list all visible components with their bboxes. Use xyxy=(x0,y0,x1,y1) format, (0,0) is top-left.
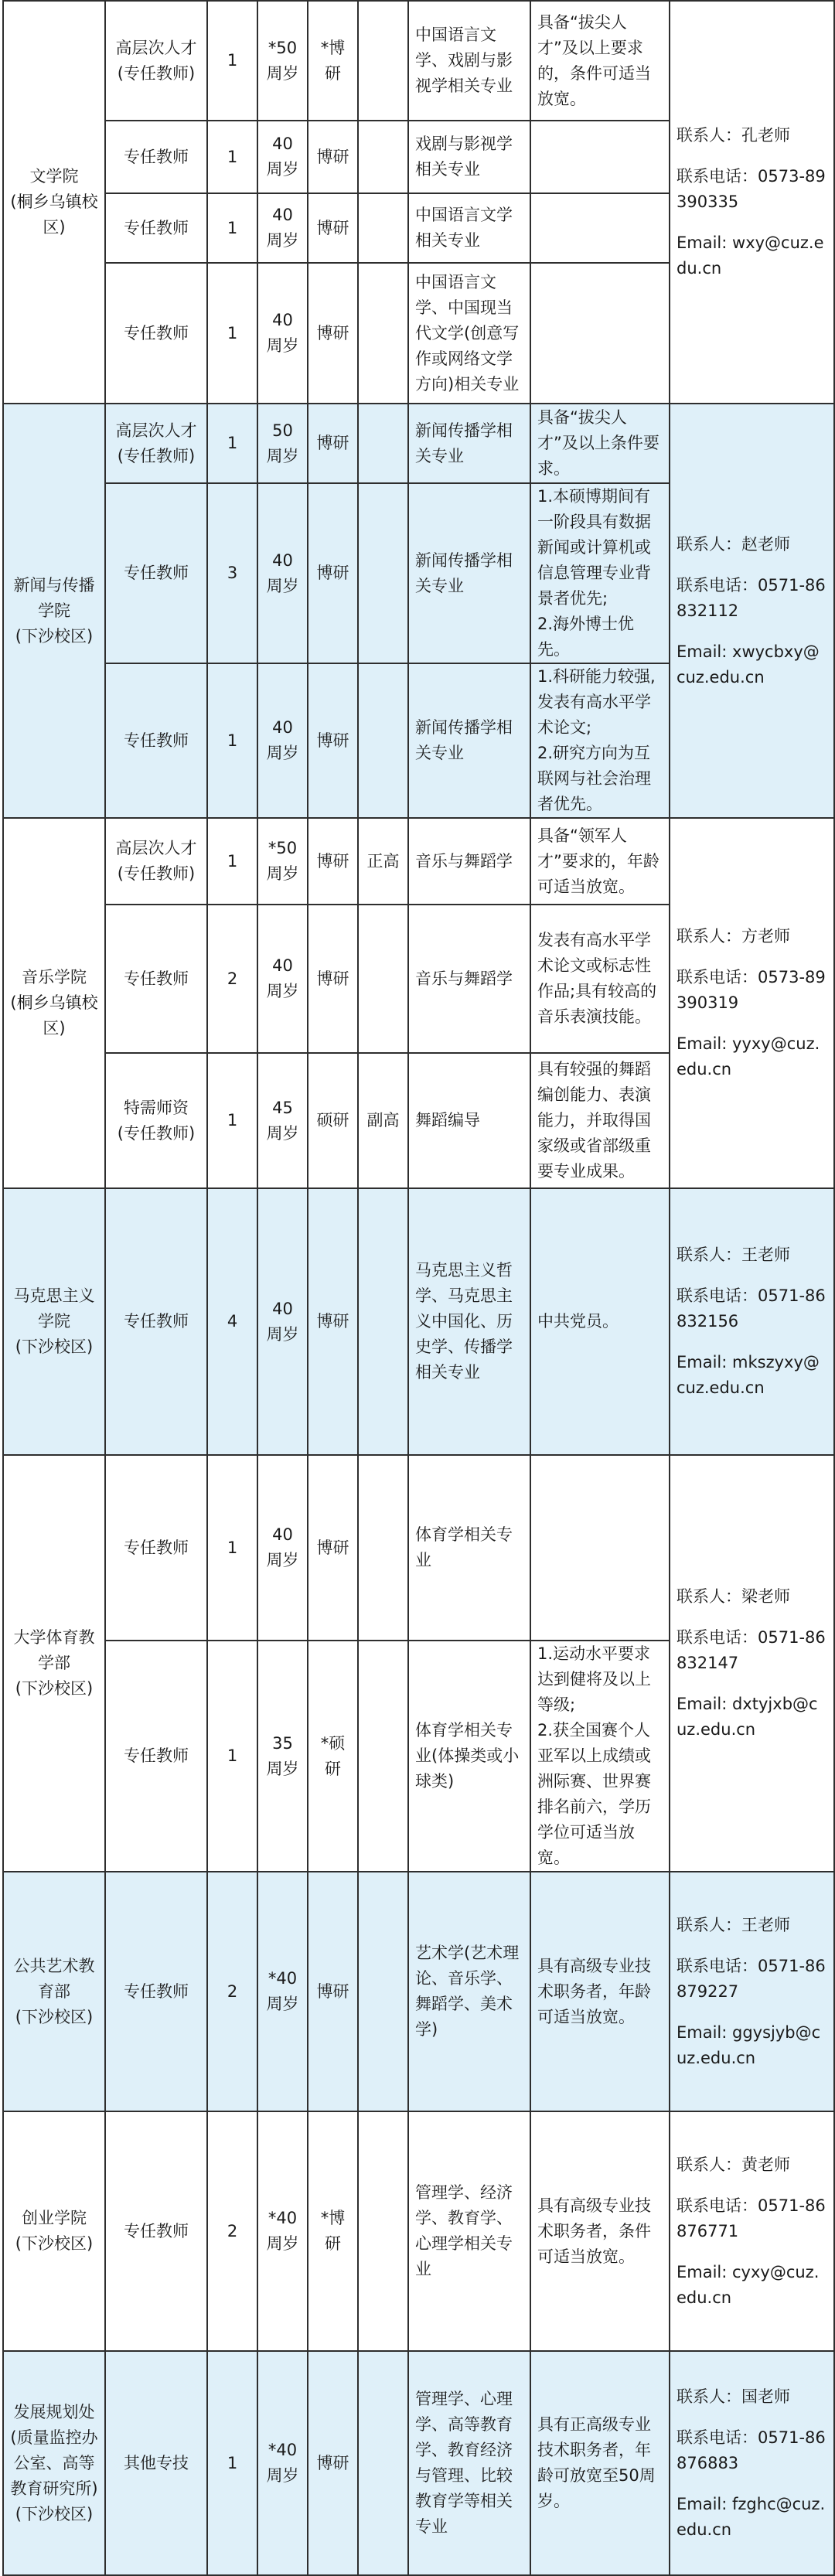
requirement-cell: 具备“领军人才”要求的，年龄可适当放宽。 xyxy=(530,818,670,905)
contact-email[interactable]: Email: xwycbxy@cuz.edu.cn xyxy=(677,642,820,687)
contact-phone: 联系电话：0571-86876883 xyxy=(677,2428,826,2472)
contact-phone: 联系电话：0571-86879227 xyxy=(677,1956,826,2001)
major-cell: 戏剧与影视学相关专业 xyxy=(408,121,530,193)
table-row xyxy=(3,2351,834,2575)
degree-cell: 博研 xyxy=(308,263,358,404)
requirement-cell xyxy=(530,193,670,263)
contact-person: 联系人：王老师 xyxy=(677,1915,790,1934)
contact-email[interactable]: Email: dxtyjxb@cuz.edu.cn xyxy=(677,1695,818,1739)
position-cell: 专任教师 xyxy=(105,2111,207,2351)
contact-cell xyxy=(670,1455,834,1872)
major-cell: 管理学、经济学、教育学、心理学相关专业 xyxy=(408,2111,530,2351)
position-cell: 专任教师 xyxy=(105,483,207,663)
title-cell: 正高 xyxy=(358,818,408,905)
position-cell: 专任教师 xyxy=(105,905,207,1053)
count-cell: 1 xyxy=(207,818,257,905)
department-group xyxy=(3,818,834,1188)
age-cell: 40周岁 xyxy=(257,1455,308,1641)
count-cell: 2 xyxy=(207,1872,257,2111)
title-cell xyxy=(358,1641,408,1872)
position-cell: 高层次人才 (专任教师) xyxy=(105,404,207,483)
department-group xyxy=(3,1455,834,1872)
requirement-cell: 具有高级专业技术职务者，年龄可适当放宽。 xyxy=(530,1872,670,2111)
degree-cell: 博研 xyxy=(308,483,358,663)
requirement-cell xyxy=(530,1455,670,1641)
title-cell xyxy=(358,193,408,263)
department-cell: 发展规划处 (质量监控办公室、高等教育研究所) (下沙校区) xyxy=(3,2351,105,2575)
degree-cell: 硕研 xyxy=(308,1053,358,1188)
age-cell: 40周岁 xyxy=(257,663,308,818)
major-cell: 音乐与舞蹈学 xyxy=(408,905,530,1053)
position-cell: 专任教师 xyxy=(105,263,207,404)
department-cell: 新闻与传播学院 (下沙校区) xyxy=(3,404,105,818)
position-cell: 专任教师 xyxy=(105,1455,207,1641)
title-cell xyxy=(358,905,408,1053)
age-cell: *40周岁 xyxy=(257,2351,308,2575)
title-cell xyxy=(358,483,408,663)
title-cell xyxy=(358,2351,408,2575)
degree-cell: 博研 xyxy=(308,663,358,818)
position-cell: 其他专技 xyxy=(105,2351,207,2575)
contact-phone: 联系电话：0573-89390319 xyxy=(677,968,826,1012)
degree-cell: 博研 xyxy=(308,404,358,483)
requirement-cell: 具有正高级专业技术职务者，年龄可放宽至50周岁。 xyxy=(530,2351,670,2575)
contact-phone: 联系电话：0571-86876771 xyxy=(677,2196,826,2240)
major-cell: 新闻传播学相关专业 xyxy=(408,483,530,663)
degree-cell: 博研 xyxy=(308,1872,358,2111)
degree-cell: *博研 xyxy=(308,2111,358,2351)
count-cell: 1 xyxy=(207,1455,257,1641)
major-cell: 管理学、心理学、高等教育学、教育经济与管理、比较教育学等相关专业 xyxy=(408,2351,530,2575)
contact-email[interactable]: Email: yyxy@cuz.edu.cn xyxy=(677,1034,820,1078)
position-cell: 特需师资 (专任教师) xyxy=(105,1053,207,1188)
requirement-cell: 中共党员。 xyxy=(530,1188,670,1455)
major-cell: 音乐与舞蹈学 xyxy=(408,818,530,905)
age-cell: 40周岁 xyxy=(257,905,308,1053)
degree-cell: 博研 xyxy=(308,818,358,905)
age-cell: *40周岁 xyxy=(257,2111,308,2351)
count-cell: 2 xyxy=(207,905,257,1053)
title-cell xyxy=(358,1872,408,2111)
department-cell: 创业学院 (下沙校区) xyxy=(3,2111,105,2351)
count-cell: 1 xyxy=(207,2351,257,2575)
title-cell xyxy=(358,1455,408,1641)
table-row xyxy=(3,818,834,905)
age-cell: *50周岁 xyxy=(257,1,308,121)
major-cell: 中国语言文学相关专业 xyxy=(408,193,530,263)
requirement-cell: 1.本硕博期间有一阶段具有数据新闻或计算机或信息管理专业背景者优先; 2.海外博士优先。 xyxy=(530,483,670,663)
major-cell: 马克思主义哲学、马克思主义中国化、历史学、传播学相关专业 xyxy=(408,1188,530,1455)
requirement-cell: 1.运动水平要求达到健将及以上等级; 2.获全国赛个人亚军以上成绩或洲际赛、世界赛排名前六，学历学位可适当放宽。 xyxy=(530,1641,670,1872)
degree-cell: 博研 xyxy=(308,905,358,1053)
major-cell: 体育学相关专业 xyxy=(408,1455,530,1641)
contact-phone: 联系电话：0571-86832112 xyxy=(677,575,826,620)
table-row xyxy=(3,1455,834,1641)
position-cell: 专任教师 xyxy=(105,193,207,263)
contact-cell xyxy=(670,2111,834,2351)
table-row xyxy=(3,404,834,483)
position-cell: 高层次人才 (专任教师) xyxy=(105,818,207,905)
department-group xyxy=(3,1,834,404)
count-cell: 1 xyxy=(207,663,257,818)
department-cell: 文学院 (桐乡乌镇校区) xyxy=(3,1,105,404)
requirement-cell: 具有高级专业技术职务者，条件可适当放宽。 xyxy=(530,2111,670,2351)
major-cell: 中国语言文学、戏剧与影视学相关专业 xyxy=(408,1,530,121)
requirement-cell xyxy=(530,263,670,404)
age-cell: 40周岁 xyxy=(257,263,308,404)
contact-email[interactable]: Email: mkszyxy@cuz.edu.cn xyxy=(677,1353,820,1397)
department-cell: 大学体育教学部 (下沙校区) xyxy=(3,1455,105,1872)
contact-cell xyxy=(670,1,834,404)
department-cell: 公共艺术教育部 (下沙校区) xyxy=(3,1872,105,2111)
department-group xyxy=(3,2351,834,2575)
contact-person: 联系人：黄老师 xyxy=(677,2155,790,2174)
department-group xyxy=(3,2111,834,2351)
table-row xyxy=(3,1188,834,1455)
contact-phone: 联系电话：0571-86832156 xyxy=(677,1286,826,1331)
degree-cell: *博研 xyxy=(308,1,358,121)
major-cell: 新闻传播学相关专业 xyxy=(408,404,530,483)
degree-cell: *硕研 xyxy=(308,1641,358,1872)
contact-person: 联系人：梁老师 xyxy=(677,1587,790,1606)
contact-person: 联系人：王老师 xyxy=(677,1245,790,1264)
degree-cell: 博研 xyxy=(308,1455,358,1641)
position-cell: 专任教师 xyxy=(105,1641,207,1872)
age-cell: *40周岁 xyxy=(257,1872,308,2111)
count-cell: 4 xyxy=(207,1188,257,1455)
requirement-cell: 具备“拔尖人才”及以上要求的，条件可适当放宽。 xyxy=(530,1,670,121)
title-cell xyxy=(358,263,408,404)
contact-phone: 联系电话：0571-86832147 xyxy=(677,1628,826,1672)
count-cell: 1 xyxy=(207,263,257,404)
degree-cell: 博研 xyxy=(308,1188,358,1455)
title-cell xyxy=(358,404,408,483)
degree-cell: 博研 xyxy=(308,2351,358,2575)
age-cell: 40周岁 xyxy=(257,121,308,193)
title-cell xyxy=(358,121,408,193)
age-cell: 35周岁 xyxy=(257,1641,308,1872)
age-cell: 45周岁 xyxy=(257,1053,308,1188)
contact-person: 联系人：方老师 xyxy=(677,927,790,946)
major-cell: 艺术学(艺术理论、音乐学、舞蹈学、美术学) xyxy=(408,1872,530,2111)
contact-person: 联系人：国老师 xyxy=(677,2387,790,2406)
degree-cell: 博研 xyxy=(308,121,358,193)
count-cell: 1 xyxy=(207,193,257,263)
requirement-cell: 具有较强的舞蹈编创能力、表演能力，并取得国家级或省部级重要专业成果。 xyxy=(530,1053,670,1188)
department-group xyxy=(3,404,834,818)
contact-email[interactable]: Email: ggysjyb@cuz.edu.cn xyxy=(677,2022,821,2067)
major-cell: 新闻传播学相关专业 xyxy=(408,663,530,818)
contact-email[interactable]: Email: wxy@cuz.edu.cn xyxy=(677,233,824,278)
contact-cell xyxy=(670,1188,834,1455)
contact-person: 联系人：赵老师 xyxy=(677,534,790,554)
department-cell: 音乐学院 (桐乡乌镇校区) xyxy=(3,818,105,1188)
count-cell: 1 xyxy=(207,121,257,193)
department-group xyxy=(3,1872,834,2111)
contact-cell xyxy=(670,818,834,1188)
title-cell xyxy=(358,1188,408,1455)
age-cell: 40周岁 xyxy=(257,1188,308,1455)
major-cell: 舞蹈编导 xyxy=(408,1053,530,1188)
requirement-cell: 1.科研能力较强,发表有高水平学术论文; 2.研究方向为互联网与社会治理者优先。 xyxy=(530,663,670,818)
position-cell: 专任教师 xyxy=(105,1188,207,1455)
requirement-cell xyxy=(530,121,670,193)
table-row xyxy=(3,2111,834,2351)
age-cell: 40周岁 xyxy=(257,193,308,263)
title-cell xyxy=(358,1,408,121)
contact-phone: 联系电话：0573-89390335 xyxy=(677,167,826,211)
count-cell: 2 xyxy=(207,2111,257,2351)
contact-cell xyxy=(670,1872,834,2111)
contact-cell xyxy=(670,404,834,818)
count-cell: 1 xyxy=(207,1,257,121)
title-cell xyxy=(358,663,408,818)
department-cell: 马克思主义学院 (下沙校区) xyxy=(3,1188,105,1455)
major-cell: 中国语言文学、中国现当代文学(创意写作或网络文学方向)相关专业 xyxy=(408,263,530,404)
position-cell: 专任教师 xyxy=(105,663,207,818)
contact-email[interactable]: Email: cyxy@cuz.edu.cn xyxy=(677,2262,820,2307)
position-cell: 专任教师 xyxy=(105,1872,207,2111)
position-cell: 高层次人才 (专任教师) xyxy=(105,1,207,121)
table-row xyxy=(3,1872,834,2111)
degree-cell: 博研 xyxy=(308,193,358,263)
count-cell: 1 xyxy=(207,404,257,483)
position-cell: 专任教师 xyxy=(105,121,207,193)
contact-email[interactable]: Email: fzghc@cuz.edu.cn xyxy=(677,2494,826,2539)
title-cell xyxy=(358,2111,408,2351)
age-cell: *50周岁 xyxy=(257,818,308,905)
requirement-cell: 发表有高水平学术论文或标志性作品;具有较高的音乐表演技能。 xyxy=(530,905,670,1053)
table-row xyxy=(3,1,834,121)
count-cell: 3 xyxy=(207,483,257,663)
department-group xyxy=(3,1188,834,1455)
age-cell: 50周岁 xyxy=(257,404,308,483)
requirement-cell: 具备“拔尖人才”及以上条件要求。 xyxy=(530,404,670,483)
recruitment-table xyxy=(2,0,835,2576)
title-cell: 副高 xyxy=(358,1053,408,1188)
age-cell: 40周岁 xyxy=(257,483,308,663)
count-cell: 1 xyxy=(207,1053,257,1188)
contact-cell xyxy=(670,2351,834,2575)
contact-person: 联系人：孔老师 xyxy=(677,126,790,145)
count-cell: 1 xyxy=(207,1641,257,1872)
major-cell: 体育学相关专业(体操类或小球类) xyxy=(408,1641,530,1872)
